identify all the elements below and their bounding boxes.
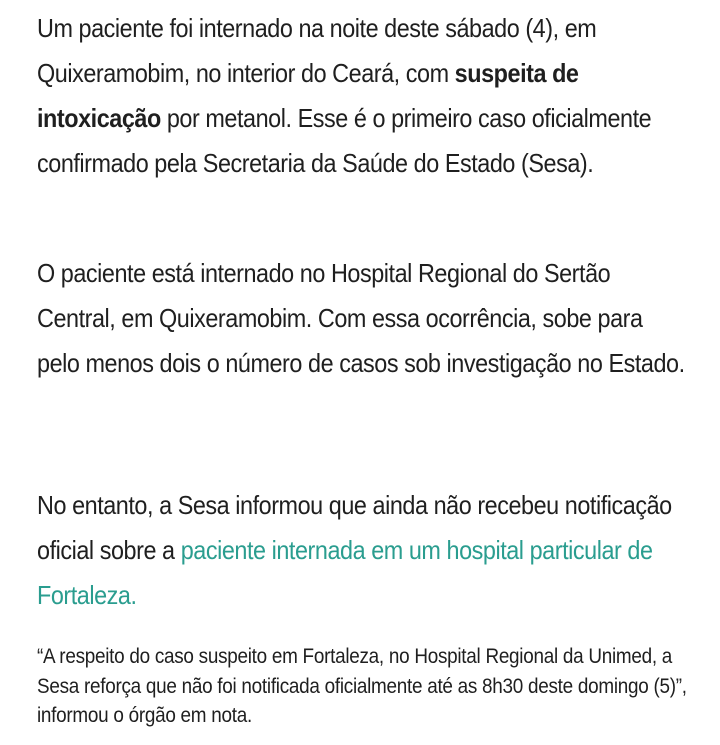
paragraph-1-text-start: Um paciente foi internado na noite deste sábado (4), em Quixeramobim, no interior do Ceará, com bbox=[37, 13, 597, 88]
quote-text: “A respeito do caso suspeito em Fortaleza, no Hospital Regional da Unimed, a Sesa reforça que não foi notificada oficialmente até as 8h30 deste domingo (5)”, informou o órgão em nota. bbox=[37, 645, 687, 727]
paragraph-1-bold-text: suspeita de intoxicação bbox=[37, 58, 579, 133]
paragraph-3-text: No entanto, a Sesa informou que ainda não recebeu notificação oficial sobre a bbox=[37, 490, 672, 565]
paragraph-1 bbox=[37, 6, 687, 186]
quote-paragraph bbox=[37, 642, 687, 731]
paragraph-3 bbox=[37, 483, 687, 618]
paragraph-2-text: O paciente está internado no Hospital Regional do Sertão Central, em Quixeramobim. Com essa ocorrência, sobe para pelo menos dois o número de casos sob investigação no Estado. bbox=[37, 258, 685, 378]
paragraph-2 bbox=[37, 251, 687, 386]
paragraph-1-text-end: por metanol. Esse é o primeiro caso oficialmente confirmado pela Secretaria da Saúde do Estado (Sesa). bbox=[37, 103, 652, 178]
fortaleza-patient-link[interactable]: paciente internada em um hospital particular de Fortaleza. bbox=[37, 535, 653, 610]
